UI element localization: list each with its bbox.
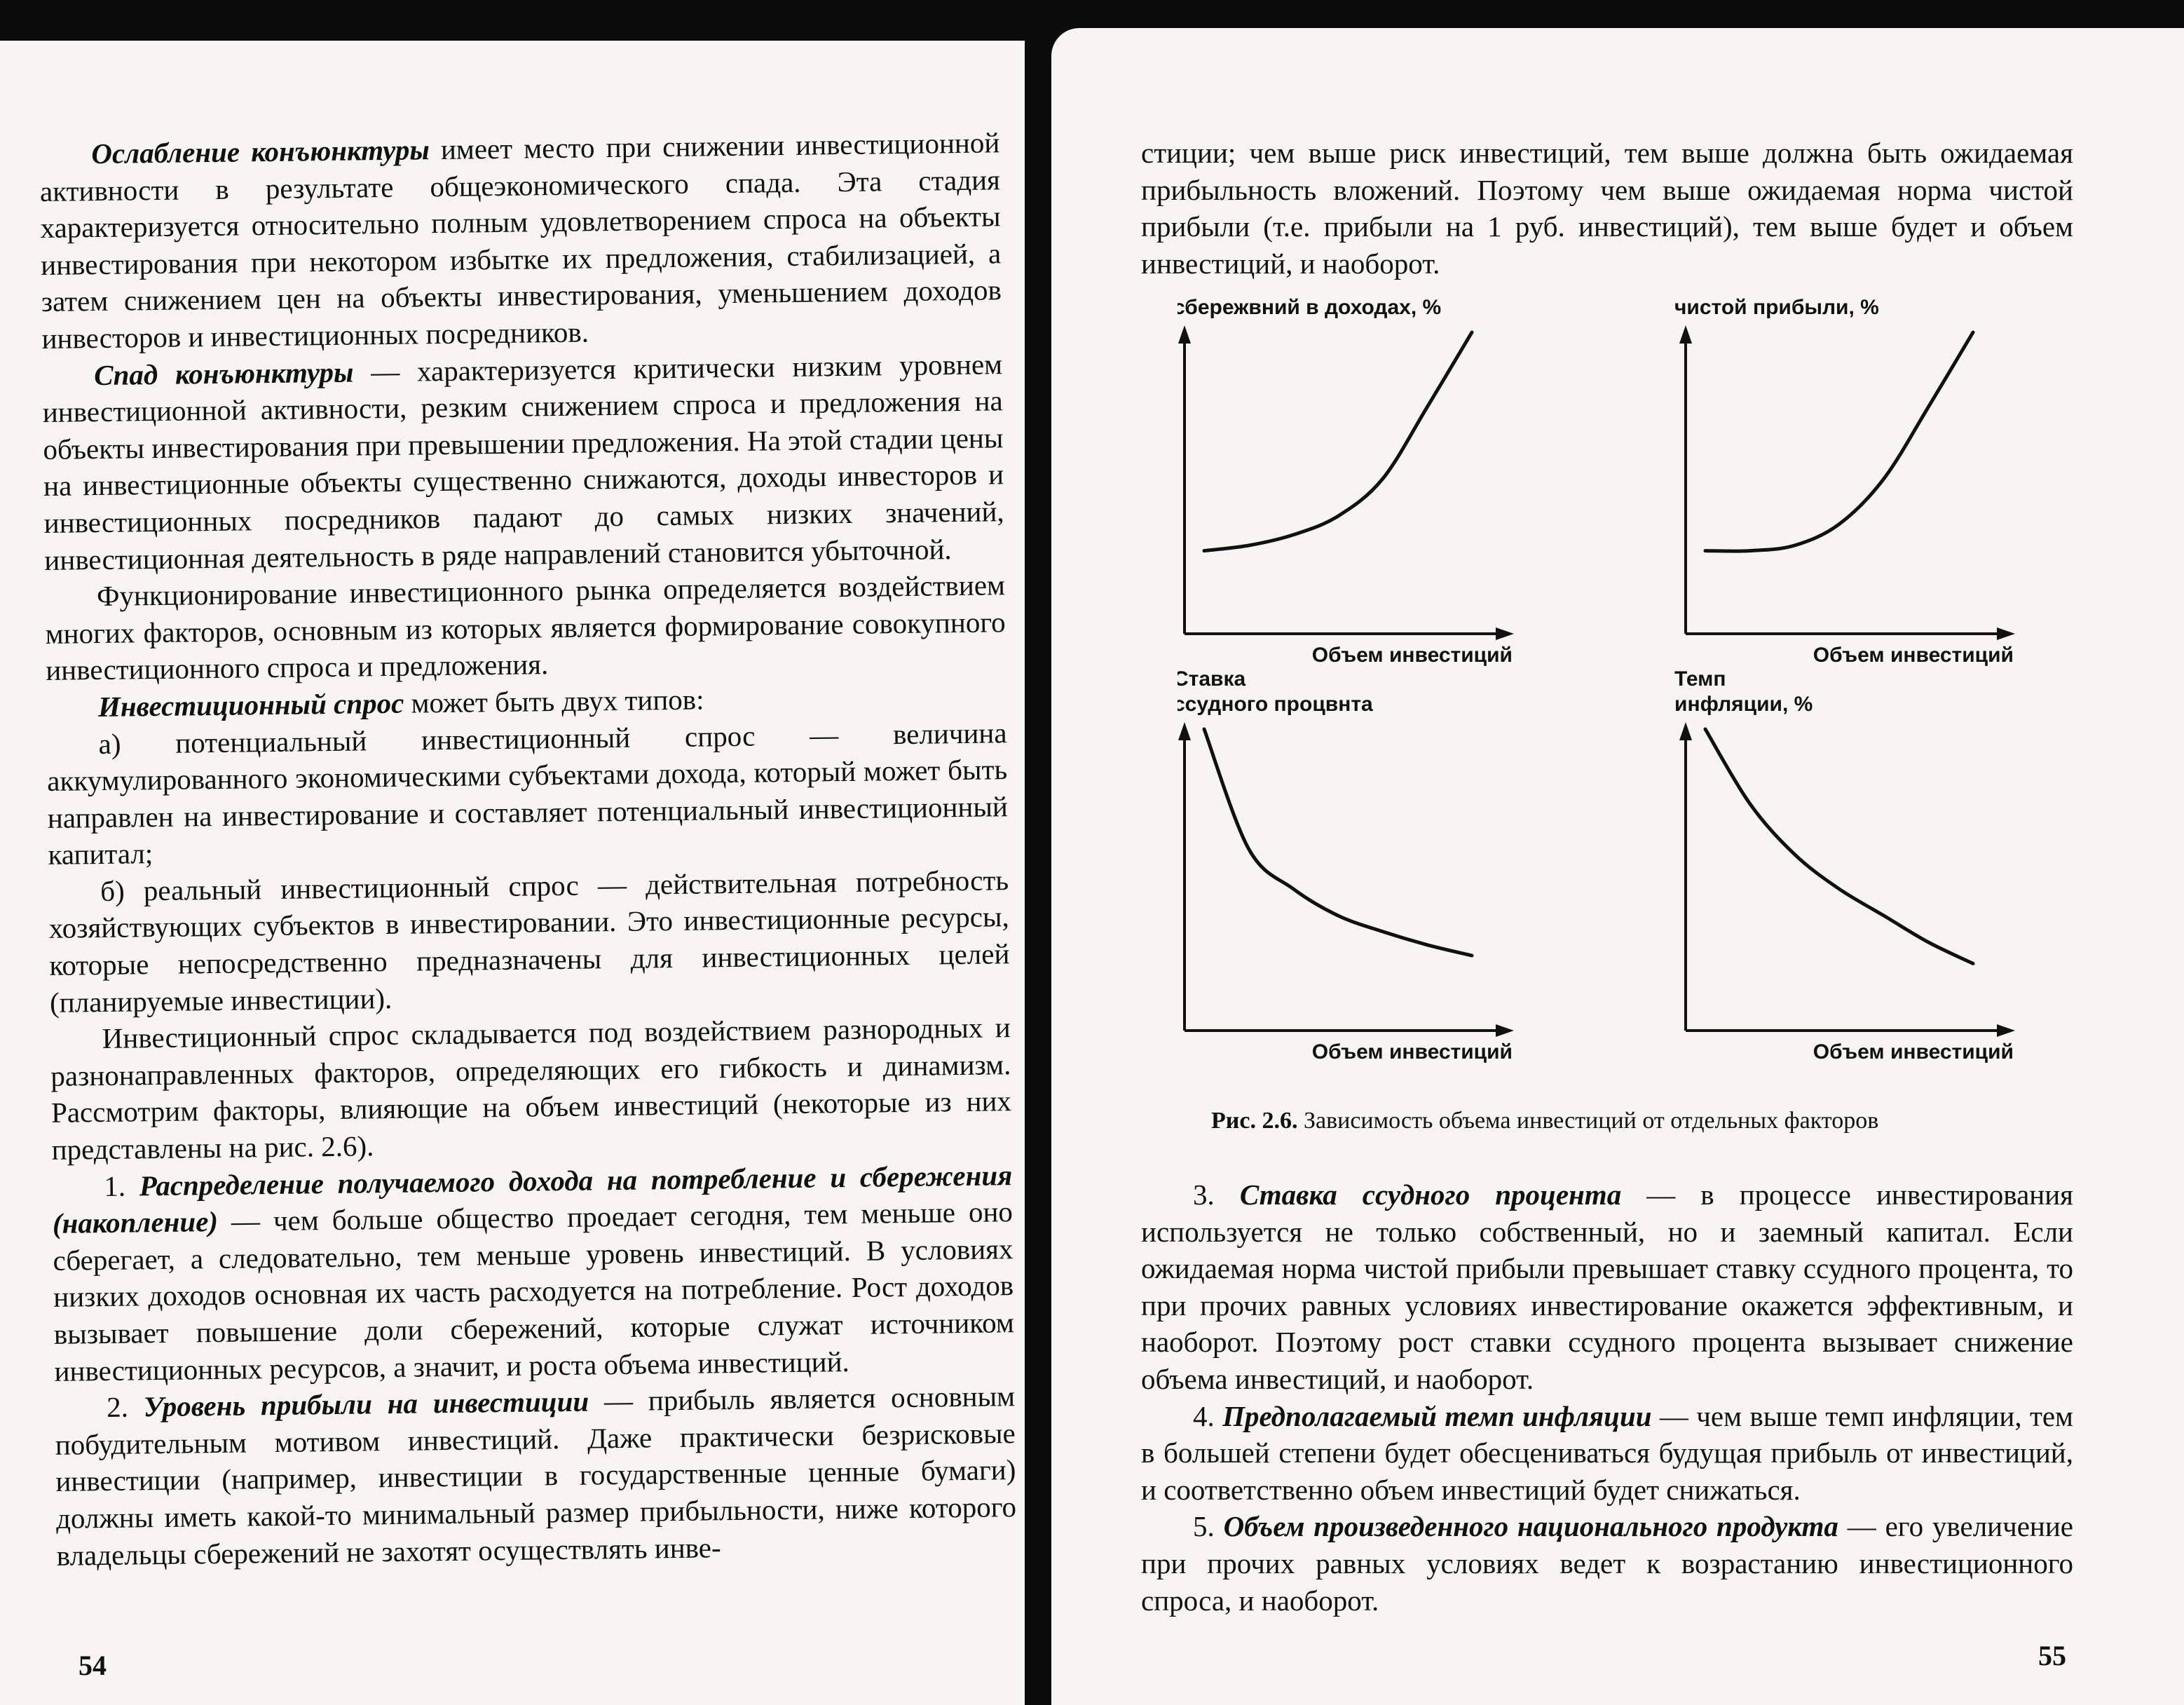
figure-caption bbox=[1211, 1108, 1878, 1134]
paragraph bbox=[1141, 135, 2073, 282]
term: Ослабление конъюнктуры bbox=[91, 133, 430, 170]
term: Инвестиционный спрос bbox=[97, 686, 404, 723]
x-axis-arrow bbox=[1496, 627, 1514, 640]
right-page bbox=[1051, 28, 2184, 1705]
paragraph bbox=[1141, 1398, 2073, 1509]
term: Спад конъюнктуры bbox=[93, 355, 354, 391]
series-line bbox=[1705, 729, 1973, 963]
item-number: 1. bbox=[104, 1169, 140, 1202]
y-axis-arrow bbox=[1178, 325, 1191, 344]
paragraph-text: может быть двух типов: bbox=[403, 683, 704, 719]
series-line bbox=[1705, 332, 1973, 551]
x-axis-arrow bbox=[1997, 627, 2015, 640]
y-axis-arrow bbox=[1178, 722, 1191, 740]
y-axis-arrow bbox=[1679, 325, 1692, 344]
caption-text: Зависимость объема инвестиций от отдельных факторов bbox=[1297, 1108, 1879, 1134]
x-axis-arrow bbox=[1997, 1024, 2015, 1037]
paragraph bbox=[55, 1378, 1017, 1574]
page-number: 54 bbox=[79, 1650, 107, 1681]
paragraph-text: стиции; чем выше риск инвестиций, тем выше должна быть ожидаемая прибыльность вложений. Поэтому чем выше ожидаемая норма чистой прибыли (т.е. прибыли на 1 руб. инвестиций), тем выше будет и объем инвестиций, и наоборот. bbox=[1141, 137, 2073, 280]
term: Предполагаемый темп инфляции bbox=[1222, 1399, 1652, 1432]
page-number: 55 bbox=[2038, 1640, 2066, 1671]
paragraph bbox=[48, 862, 1010, 1021]
figure-2-6 bbox=[1178, 296, 2061, 1123]
term: Объем произведенного национального продукта bbox=[1223, 1510, 1838, 1543]
paragraph-text: — его увеличение при прочих равных условиях ведет к возрастанию инвестиционного спроса, и наоборот. bbox=[1141, 1510, 2074, 1617]
paragraph-text: Функционирование инвестиционного рынка определяется воздействием многих факторов, основным из которых является формирование совокупного инвестиционного спроса и предложения. bbox=[45, 569, 1006, 687]
right-page-top-text bbox=[1141, 135, 2073, 282]
paragraph bbox=[42, 346, 1005, 578]
y-axis-label: чистой прибыли, % bbox=[1674, 296, 1879, 319]
left-page-text bbox=[39, 124, 1017, 1574]
term: Ставка ссудного процента bbox=[1239, 1178, 1622, 1211]
paragraph-text: имеет место при снижении инвестиционной активности в результате общеэкономического спада. Эта стадия характеризуется относительно полным удовлетворением спроса на объекты инвестирования при некотором избытке их предложения, стабилизацией, а затем снижением цен на объекты инвестирования, уменьшением доходов инвесторов и инвестиционных посредников. bbox=[39, 126, 1002, 355]
paragraph-text: — прибыль является основным побудительным мотивом инвестиций. Даже практически безрисковые инвестиции (например, инвестиции в государственные ценные бумаги) должны иметь какой-то минимальный размер прибыльности, ниже которого владельцы сбережений не захотят осуществлять инве- bbox=[55, 1380, 1017, 1572]
paragraph-text: — характеризуется критически низким уровнем инвестиционной активности, резким снижением спроса и предложения на объекты инвестирования при превышении предложения. На этой стадии цены на инвестиционные объекты существенно снижаются, доходы инвесторов и инвестиционных посредников падают до самых низких значений, инвестиционная деятельность в ряде направлений становится убыточной. bbox=[42, 347, 1004, 576]
y-axis-arrow bbox=[1679, 722, 1692, 740]
y-axis-label: сбережвний в доходах, % bbox=[1178, 296, 1442, 319]
x-axis-label: Объем инвестиций bbox=[1311, 644, 1513, 667]
x-axis-label: Объем инвестиций bbox=[1311, 1040, 1513, 1064]
figure-charts bbox=[1178, 296, 2061, 1102]
paragraph bbox=[52, 1157, 1015, 1390]
paragraph bbox=[46, 714, 1008, 874]
y-axis-label: Ставка bbox=[1178, 667, 1246, 691]
x-axis-arrow bbox=[1496, 1024, 1514, 1037]
y-axis-label: ссудного процвнта bbox=[1178, 693, 1373, 716]
term: Распределение получаемого дохода на потребление и сбережения (накопление) bbox=[52, 1158, 1013, 1240]
left-page bbox=[0, 41, 1025, 1705]
item-number: 4. bbox=[1193, 1399, 1223, 1432]
paragraph-text: — чем больше общество проедает сегодня, тем меньше оно сберегает, а следовательно, тем меньше уровень инвестиций. В условиях низких доходов основная их часть расходуется на потребление. Рост доходов вызывает повышение доли сбережений, которые служат источником инвестиционных ресурсов, а значит, и роста объема инвестиций. bbox=[53, 1195, 1015, 1387]
series-line bbox=[1204, 729, 1472, 956]
series-line bbox=[1204, 332, 1472, 551]
paragraph-text: б) реальный инвестиционный спрос — действительная потребность хозяйствующих субъектов в инвестировании. Это инвестиционные ресурсы, которые непосредственно предназначены для инвестиционных целей (планируемые инвестиции). bbox=[48, 864, 1010, 1019]
paragraph-text: Инвестиционный спрос складывается под воздействием разнородных и разнонаправленных факторов, определяющих его гибкость и динамизм. Рассмотрим факторы, влияющие на объем инвестиций (некоторые из них представлены на рис. 2.6). bbox=[50, 1011, 1012, 1166]
paragraph bbox=[1141, 1176, 2073, 1398]
paragraph bbox=[1141, 1508, 2073, 1619]
right-page-bottom-text bbox=[1141, 1176, 2073, 1619]
item-number: 5. bbox=[1193, 1510, 1224, 1543]
y-axis-label: инфляции, % bbox=[1674, 693, 1813, 716]
x-axis-label: Объем инвестиций bbox=[1813, 644, 2014, 667]
item-number: 3. bbox=[1193, 1178, 1240, 1211]
term: Уровень прибыли на инвестиции bbox=[143, 1385, 589, 1423]
item-number: 2. bbox=[106, 1390, 144, 1424]
paragraph-text: — в процессе инвестирования используется не только собственный, но и заемный капитал. Если ожидаемая норма чистой прибыли превышает ставку ссудного процента, то при прочих равных условиях инвестирование окажется эффективным, и наоборот. Поэтому рост ставки ссудного процента вызывает снижение объема инвестиций, и наоборот. bbox=[1141, 1178, 2074, 1395]
paragraph-text: а) потенциальный инвестиционный спрос — величина аккумулированного экономическими субъектами дохода, который может быть направлен на инвестирование и составляет потенциальный инвестиционный капитал; bbox=[46, 716, 1009, 871]
paragraph bbox=[45, 566, 1006, 689]
paragraph bbox=[39, 124, 1002, 357]
x-axis-label: Объем инвестиций bbox=[1813, 1040, 2014, 1064]
paragraph bbox=[50, 1009, 1011, 1168]
y-axis-label: Темп bbox=[1674, 667, 1726, 691]
paragraph-text: — чем выше темп инфляции, тем в большей степени будет обесцениваться будущая прибыль от инвестиций, и соответственно объем инвестиций будет снижаться. bbox=[1141, 1399, 2074, 1506]
caption-label: Рис. 2.6. bbox=[1211, 1108, 1298, 1134]
